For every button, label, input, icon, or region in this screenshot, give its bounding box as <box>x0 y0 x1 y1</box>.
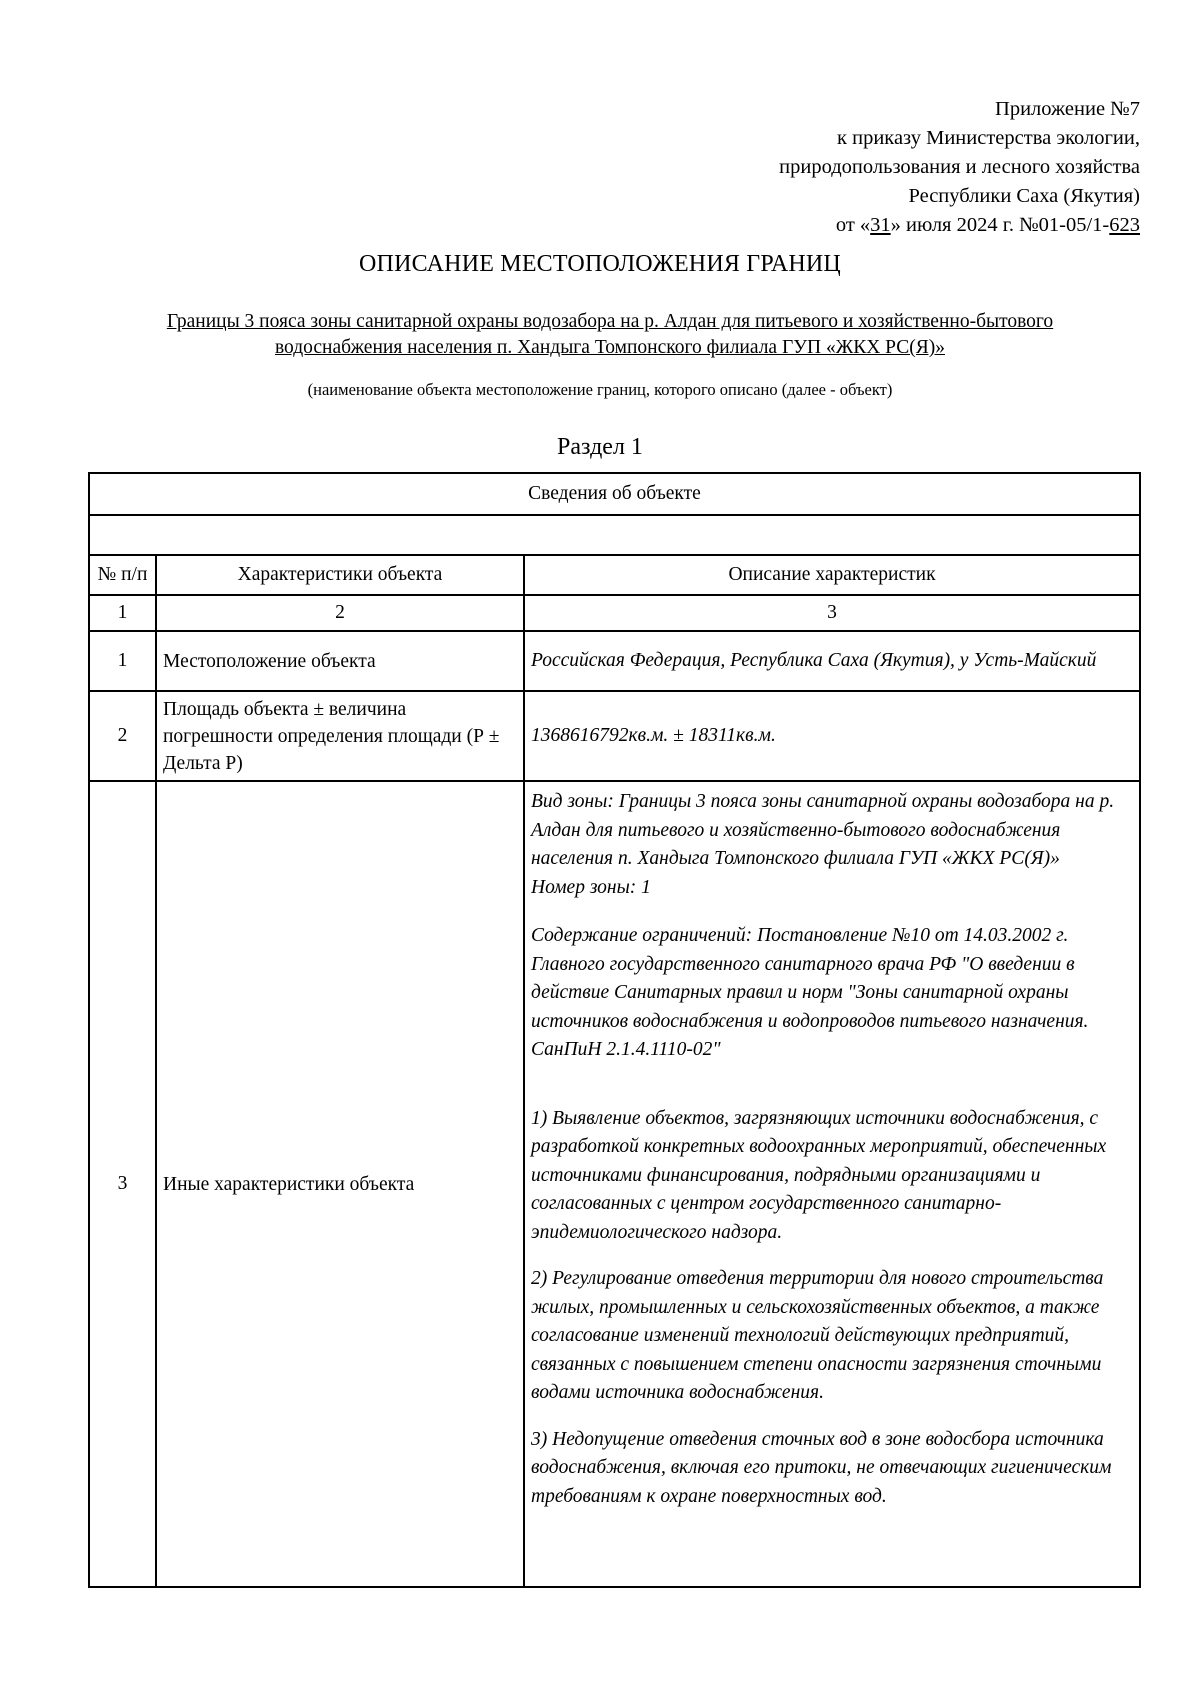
restriction-item: 2) Регулирование отведения территории для нового строительства жилых, промышленных и сельскохозяйственных объектов, а также согласование изменений технологий действующих предприятий, связанных с повышением степени опасности загрязнения сточными водами источника водоснабжения. <box>531 1268 1104 1403</box>
table-caption: Сведения об объекте <box>89 473 1140 515</box>
appendix-line: Приложение №7 <box>995 98 1140 120</box>
date-middle: » июля 2024 г. №01-05/1- <box>890 214 1110 236</box>
object-name <box>90 309 1130 361</box>
object-info-table <box>88 472 1141 1588</box>
column-number: 2 <box>156 595 524 631</box>
row-description: 1368616792кв.м. ± 18311кв.м. <box>524 691 1140 781</box>
column-number: 3 <box>524 595 1140 631</box>
empty-cell <box>89 515 1140 555</box>
restriction-item: 1) Выявление объектов, загрязняющих источники водоснабжения, с разработкой конкретных водоохранных мероприятий, обеспеченных источниками финансирования, подрядными организациями и согласованных с центром государственного санитарно-эпидемиологического надзора. <box>531 1107 1107 1243</box>
object-name-line: Границы 3 пояса зоны санитарной охраны водозабора на р. Алдан для питьевого и хозяйственно-бытового <box>166 311 1054 332</box>
table-caption-row <box>89 473 1140 515</box>
row-number: 3 <box>89 781 156 1587</box>
appendix-line: Республики Саха (Якутия) <box>908 185 1140 207</box>
object-caption: (наименование объекта местоположение границ, которого описано (далее - объект) <box>307 380 893 399</box>
restrictions: Содержание ограничений: Постановление №10 от 14.03.2002 г. Главного государственного санитарного врача РФ "О введении в действие Санитарных правил и норм "Зоны санитарной охраны источников водоснабжения и водопроводов питьевого назначения. СанПиН 2.1.4.1110-02" <box>531 925 1089 1060</box>
row-characteristic: Местоположение объекта <box>156 631 524 691</box>
table-row <box>89 631 1140 691</box>
appendix-header <box>779 95 1140 240</box>
header-number: № п/п <box>89 555 156 595</box>
column-number: 1 <box>89 595 156 631</box>
table-row <box>89 781 1140 1587</box>
section-title: Раздел 1 <box>557 434 643 460</box>
date-prefix: от « <box>835 214 871 236</box>
appendix-line: природопользования и лесного хозяйства <box>779 156 1140 178</box>
appendix-line: к приказу Министерства экологии, <box>837 127 1140 149</box>
appendix-date-line <box>779 211 1140 240</box>
column-number-row <box>89 595 1140 631</box>
row-characteristic: Иные характеристики объекта <box>156 781 524 1587</box>
header-characteristic: Характеристики объекта <box>156 555 524 595</box>
document-title: ОПИСАНИЕ МЕСТОПОЛОЖЕНИЯ ГРАНИЦ <box>359 251 841 277</box>
zone-type: Вид зоны: Границы 3 пояса зоны санитарной охраны водозабора на р. Алдан для питьевого и хозяйственно-бытового водоснабжения населения п. Хандыга Томпонского филиала ГУП «ЖКХ РС(Я)» <box>531 791 1115 869</box>
header-description: Описание характеристик <box>524 555 1140 595</box>
row-characteristic: Площадь объекта ± величина погрешности определения площади (Р ± Дельта Р) <box>156 691 524 781</box>
row-description <box>524 781 1140 1587</box>
table-row <box>89 691 1140 781</box>
row-number: 2 <box>89 691 156 781</box>
order-number: 623 <box>1109 214 1140 236</box>
row-number: 1 <box>89 631 156 691</box>
restriction-item: 3) Недопущение отведения сточных вод в зоне водосбора источника водоснабжения, включая его притоки, не отвечающих гигиеническим требованиям к охране поверхностных вод. <box>531 1428 1112 1507</box>
table-empty-row <box>89 515 1140 555</box>
zone-number: Номер зоны: 1 <box>531 876 651 898</box>
object-name-line: водоснабжения населения п. Хандыга Томпонского филиала ГУП «ЖКХ РС(Я)» <box>274 337 946 358</box>
row-description: Российская Федерация, Республика Саха (Якутия), у Усть-Майский <box>524 631 1140 691</box>
date-day: 31 <box>870 214 891 236</box>
table-header-row <box>89 555 1140 595</box>
